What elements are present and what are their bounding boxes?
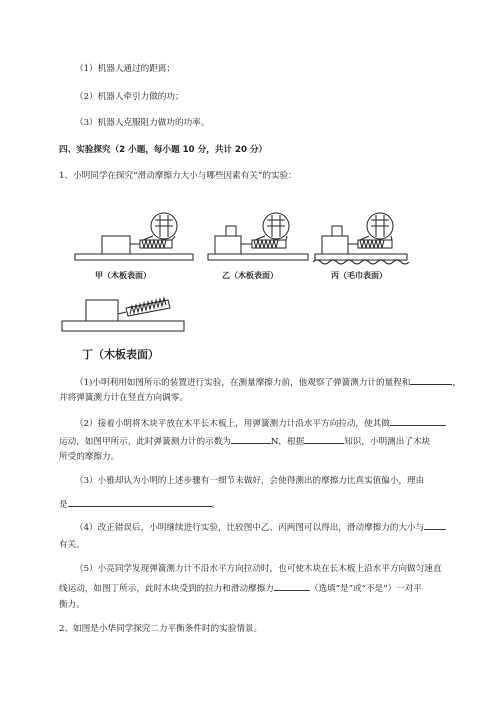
answer-blank[interactable] xyxy=(231,434,271,444)
prev-item-1: （1）机器人通过的距离； xyxy=(75,64,175,74)
figure-jia xyxy=(75,213,193,260)
figure-bing xyxy=(313,213,409,264)
answer-blank[interactable] xyxy=(304,434,344,444)
answer-blank[interactable] xyxy=(410,375,452,385)
figure-label-yi: 乙（木板表面） xyxy=(222,271,278,280)
q1-part5-line1: （5）小亮同学发现弹簧测力计不沿水平方向拉动时，也可使木块在长木板上沿水平方向做匀速直 xyxy=(75,564,442,574)
figure-yi xyxy=(208,213,308,260)
q1-part3-line1: （3）小雅却认为小明的上述步骤有一细节未做好，会使得测出的摩擦力比真实值偏小，理由 xyxy=(75,476,425,486)
q1-part2-line3: 所受的摩擦力。 xyxy=(59,452,120,462)
figure-ding xyxy=(62,298,184,331)
answer-blank[interactable] xyxy=(424,520,446,530)
prev-item-3: （3）机器人克服阻力做功的功率。 xyxy=(75,118,210,128)
question-1-intro: 1、小明同学在探究“滑动摩擦力大小与哪些因素有关”的实验： xyxy=(59,171,297,181)
prev-item-2: （2）机器人牵引力做的功； xyxy=(75,92,184,102)
q1-part2-line2: 运动，如图甲所示，此时弹簧测力计的示数为 N，根据 知识，小明测出了木块 xyxy=(59,434,430,448)
q1-part5-line3: 衡力。 xyxy=(59,600,85,610)
section-heading: 四、实验探究（2 小题，每小题 10 分，共计 20 分） xyxy=(59,145,268,155)
q1-part1-line1: （1)小明利用如图所示的装置进行实验，在测量摩擦力前，他观察了弹簧测力计的量程和 ， xyxy=(75,375,461,389)
answer-blank[interactable] xyxy=(274,581,310,591)
q1-part4-line2: 有关。 xyxy=(59,540,85,550)
q1-part5-line2: 线运动，如图丁所示，此时木块受到的拉力和滑动摩擦力 （选填“是”或“不是”）一对平 xyxy=(59,581,422,595)
q1-part3-line2: 是 。 xyxy=(59,497,220,511)
q1-part2-line1: （2）接着小明将木块平放在木平长木板上，用弹簧测力计沿水平方向拉动，使其做 xyxy=(75,416,446,430)
answer-blank[interactable] xyxy=(68,497,212,507)
q1-part1-line2: 并将弹簧测力计在竖直方向调零。 xyxy=(59,393,188,403)
answer-blank[interactable] xyxy=(390,416,446,426)
question-2-intro: 2、如图是小华同学探究二力平衡条件时的实验情景。 xyxy=(59,624,263,634)
figure-label-bing: 丙（毛巾表面） xyxy=(331,271,387,280)
figure-label-jia: 甲（木板表面） xyxy=(95,271,151,280)
figure-label-ding: 丁（木板表面） xyxy=(82,348,159,361)
q1-part4-line1: （4）改正错误后，小明继续进行实验，比较图中乙、丙两图可以得出，滑动摩擦力的大小与 xyxy=(75,520,446,534)
